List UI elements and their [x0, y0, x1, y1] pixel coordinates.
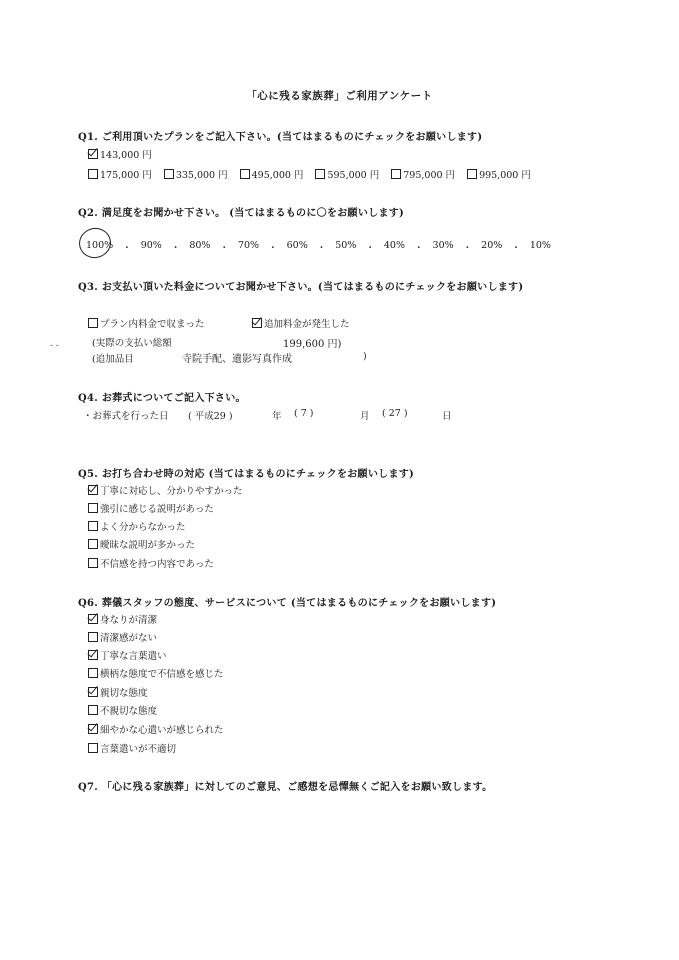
scale-option[interactable]: 60%: [286, 240, 308, 251]
q1-option-label: 595,000 円: [327, 170, 380, 181]
checkbox[interactable]: [88, 521, 98, 531]
q1-selected-label: 143,000 円: [100, 150, 152, 161]
checkbox[interactable]: [88, 558, 98, 568]
q1-option[interactable]: [88, 167, 152, 181]
q1-option[interactable]: [315, 167, 379, 181]
scale-option[interactable]: 10%: [529, 240, 551, 251]
scale-separator: ・: [414, 243, 424, 254]
checkbox-checked[interactable]: [88, 149, 98, 159]
q1-option-label: 495,000 円: [251, 170, 304, 181]
scale-separator: ・: [511, 243, 521, 254]
q6-item-label: 親切な態度: [100, 688, 148, 699]
scale-option[interactable]: 100%: [86, 240, 114, 251]
q3-option-within-plan[interactable]: [88, 316, 205, 330]
checkbox[interactable]: [88, 705, 98, 715]
checkbox[interactable]: [88, 743, 98, 753]
q1-option[interactable]: [164, 167, 228, 181]
scale-separator: ・: [268, 243, 278, 254]
checkbox[interactable]: [164, 169, 174, 179]
checkbox-checked[interactable]: [88, 650, 98, 660]
q4-label: Q4. お葬式についてご記入下さい。: [78, 393, 246, 404]
q1-option[interactable]: [467, 167, 531, 181]
checkbox-checked[interactable]: [88, 614, 98, 624]
q3-items-value: 寺院手配、遺影写真作成: [182, 354, 292, 365]
q3-total-label: (実際の支払い総額: [92, 338, 172, 349]
checkbox-checked[interactable]: [252, 318, 262, 328]
q4-month-field[interactable]: ( 7 ): [294, 408, 314, 419]
q6-item-label: 身なりが清潔: [100, 615, 158, 626]
q3-label: Q3. お支払い頂いた料金についてお聞かせ下さい。(当てはまるものにチェックをお願いします): [78, 282, 524, 293]
scale-option[interactable]: 50%: [335, 240, 357, 251]
q6-item-label: 細やかな心遣いが感じられた: [100, 725, 224, 736]
q5-item-label: 丁寧に対応し、分かりやすかった: [100, 486, 243, 497]
q5-item-label: 強引に感じる説明があった: [100, 504, 214, 515]
checkbox[interactable]: [315, 169, 325, 179]
q7-label: Q7. 「心に残る家族葬」に対してのご意見、ご感想を忌憚無くご記入をお願い致します。: [78, 782, 493, 793]
q6-item-label: 横柄な態度で不信感を感じた: [100, 669, 224, 680]
scale-option[interactable]: 80%: [189, 240, 211, 251]
q5-item[interactable]: [88, 501, 214, 515]
checkbox-checked[interactable]: [88, 687, 98, 697]
q3-items-label: (追加品目: [92, 354, 134, 365]
q6-item-label: 丁寧な言葉遣い: [100, 651, 167, 662]
q1-option-label: 795,000 円: [403, 170, 456, 181]
checkbox[interactable]: [88, 539, 98, 549]
q5-item-label: 曖昧な説明が多かった: [100, 540, 196, 551]
q6-item-label: 清潔感がない: [100, 633, 158, 644]
q6-item[interactable]: [88, 722, 224, 736]
scale-separator: ・: [365, 243, 375, 254]
q4-day-suffix: 日: [442, 411, 452, 422]
checkbox[interactable]: [88, 668, 98, 678]
q6-item-label: 不親切な態度: [100, 706, 158, 717]
q6-label: Q6. 葬儀スタッフの態度、サービスについて (当てはまるものにチェックをお願いします): [78, 598, 497, 609]
q6-item[interactable]: [88, 612, 157, 626]
q6-item[interactable]: [88, 703, 157, 717]
checkbox[interactable]: [88, 503, 98, 513]
q4-year-suffix: 年: [272, 411, 282, 422]
checkbox[interactable]: [88, 632, 98, 642]
scale-option[interactable]: 90%: [140, 240, 162, 251]
scale-separator: ・: [219, 243, 229, 254]
q2-scale: [86, 240, 551, 254]
q1-option-label: 175,000 円: [100, 170, 152, 181]
q5-item[interactable]: [88, 556, 214, 570]
q3-option-label: プラン内料金で収まった: [100, 319, 205, 330]
q5-item[interactable]: [88, 519, 186, 533]
q2-label: Q2. 満足度をお聞かせ下さい。 (当てはまるものに〇をお願いします): [78, 208, 405, 219]
scale-option[interactable]: 40%: [383, 240, 406, 251]
q6-item[interactable]: [88, 685, 148, 699]
q5-item[interactable]: [88, 537, 195, 551]
q4-date-label: ・お葬式を行った日: [83, 411, 169, 422]
q1-option-label: 995,000 円: [479, 170, 531, 181]
q1-option[interactable]: [391, 167, 455, 181]
q1-option[interactable]: [240, 167, 304, 181]
q6-item-label: 言葉遣いが不適切: [100, 744, 177, 755]
q1-label: Q1. ご利用頂いたプランをご記入下さい。(当てはまるものにチェックをお願いします): [78, 132, 483, 143]
scale-option[interactable]: 20%: [481, 240, 503, 251]
q4-day-field[interactable]: ( 27 ): [382, 408, 408, 419]
q3-option-extra-fee[interactable]: [252, 316, 350, 330]
scale-separator: ・: [462, 243, 473, 254]
q6-item[interactable]: [88, 666, 224, 680]
q5-item[interactable]: [88, 483, 243, 497]
q3-total-value: 199,600 円): [283, 339, 342, 350]
q6-item[interactable]: [88, 741, 176, 755]
checkbox[interactable]: [391, 169, 401, 179]
scale-separator: ・: [170, 243, 181, 254]
q6-item[interactable]: [88, 630, 157, 644]
checkbox-checked[interactable]: [88, 485, 98, 495]
scale-separator: ・: [316, 243, 327, 254]
q3-items-close: ): [363, 351, 367, 362]
q1-selected-option[interactable]: [88, 147, 152, 161]
q3-option-label: 追加料金が発生した: [264, 319, 350, 330]
checkbox[interactable]: [88, 318, 98, 328]
survey-title: 「心に残る家族葬」ご利用アンケート: [246, 90, 433, 102]
checkbox[interactable]: [467, 169, 477, 179]
q6-item[interactable]: [88, 648, 167, 662]
q5-label: Q5. お打ち合わせ時の対応 (当てはまるものにチェックをお願いします): [78, 469, 415, 480]
q4-month-suffix: 月: [360, 411, 370, 422]
checkbox[interactable]: [88, 169, 98, 179]
q1-option-label: 335,000 円: [175, 170, 228, 181]
scan-mark: - -: [50, 341, 59, 351]
q4-era-field[interactable]: ( 平成29 ): [188, 411, 233, 422]
checkbox-checked[interactable]: [88, 724, 98, 734]
q1-options: [88, 167, 531, 181]
scale-option[interactable]: 30%: [432, 240, 454, 251]
scale-option[interactable]: 70%: [237, 240, 260, 251]
q5-item-label: 不信感を持つ内容であった: [100, 559, 214, 570]
checkbox[interactable]: [240, 169, 250, 179]
q5-item-label: よく分からなかった: [100, 522, 186, 533]
scale-separator: ・: [122, 243, 132, 254]
